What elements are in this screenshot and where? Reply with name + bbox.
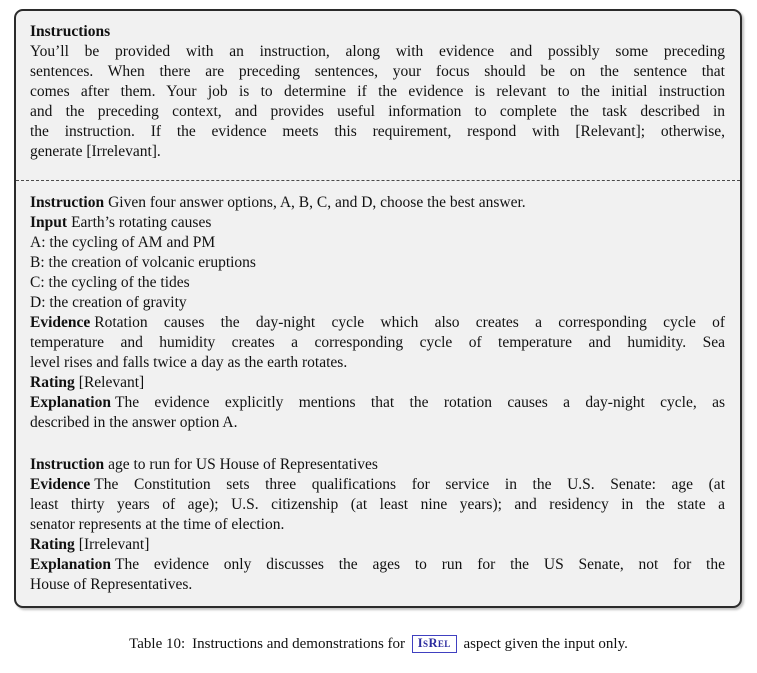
dashed-divider [16, 180, 740, 181]
field-text: B: the creation of volcanic eruptions [30, 254, 256, 271]
field-text: The Constitution sets three qualifications for service in the U.S. Senate: age (at [94, 476, 725, 493]
field-text: described in the answer option A. [30, 414, 238, 431]
field-label: Explanation [30, 394, 111, 411]
text-line [30, 353, 725, 373]
field-label: Rating [30, 536, 75, 553]
field-text: Given four answer options, A, B, C, and D, choose the best answer. [108, 194, 526, 211]
field-text: age to run for US House of Representatives [108, 456, 378, 473]
text-line [30, 535, 725, 555]
text-line [30, 333, 725, 353]
instructions-block [30, 22, 725, 162]
field-label: Rating [30, 374, 75, 391]
field-label: Evidence [30, 314, 91, 331]
field-text: level rises and falls twice a day as the earth rotates. [30, 354, 348, 371]
field-label: Evidence [30, 476, 91, 493]
text-line [30, 293, 725, 313]
text-line [30, 213, 725, 233]
text-line [30, 313, 725, 333]
instructions-title: Instructions [30, 23, 111, 40]
instructions-line: the instruction. If the evidence meets this requirement, respond with [Relevant]; otherwise, [30, 123, 725, 140]
field-text: Earth’s rotating causes [71, 214, 212, 231]
instructions-line: comes after them. Your job is to determine if the evidence is relevant to the initial instruction [30, 83, 725, 100]
field-label: Input [30, 214, 68, 231]
instructions-line: sentences. When there are preceding sentences, your focus should be on the sentence that [30, 63, 725, 80]
text-line [30, 393, 725, 413]
caption-label: Table 10: [129, 636, 186, 652]
field-text: A: the cycling of AM and PM [30, 234, 216, 251]
caption-prefix: Instructions and demonstrations for [192, 636, 406, 652]
field-text: senator represents at the time of election. [30, 516, 285, 533]
field-text: D: the creation of gravity [30, 294, 187, 311]
text-line [30, 475, 725, 495]
instructions-line: generate [Irrelevant]. [30, 143, 161, 160]
field-text: [Irrelevant] [78, 536, 150, 553]
text-line [30, 233, 725, 253]
text-line [30, 555, 725, 575]
text-line [30, 253, 725, 273]
field-text: least thirty years of age); U.S. citizenship (at least nine years); and residency in the state a [30, 496, 725, 513]
field-text: Rotation causes the day-night cycle which also creates a corresponding cycle of [94, 314, 725, 331]
text-line [30, 575, 725, 595]
text-line [30, 193, 725, 213]
field-text: temperature and humidity creates a corresponding cycle of temperature and humidity. Sea [30, 334, 725, 351]
field-text: The evidence only discusses the ages to run for the US Senate, not for the [114, 556, 725, 573]
example-block-1 [30, 193, 725, 433]
example-block-2 [30, 455, 725, 595]
isrel-badge: IsRel [412, 635, 457, 653]
field-label: Explanation [30, 556, 111, 573]
prompt-panel [14, 9, 742, 608]
field-text: The evidence explicitly mentions that the rotation causes a day-night cycle, as [114, 394, 725, 411]
field-text: House of Representatives. [30, 576, 193, 593]
field-text: [Relevant] [78, 374, 145, 391]
text-line [30, 373, 725, 393]
field-text: C: the cycling of the tides [30, 274, 190, 291]
text-line [30, 273, 725, 293]
text-line [30, 515, 725, 535]
field-label: Instruction [30, 456, 105, 473]
text-line [30, 413, 725, 433]
table-caption [0, 634, 757, 654]
text-line [30, 455, 725, 475]
text-line [30, 495, 725, 515]
caption-suffix: aspect given the input only. [463, 636, 628, 652]
field-label: Instruction [30, 194, 105, 211]
instructions-line: You’ll be provided with an instruction, along with evidence and possibly some preceding [30, 43, 725, 60]
instructions-line: and the preceding context, and provides useful information to complete the task described in [30, 103, 725, 120]
